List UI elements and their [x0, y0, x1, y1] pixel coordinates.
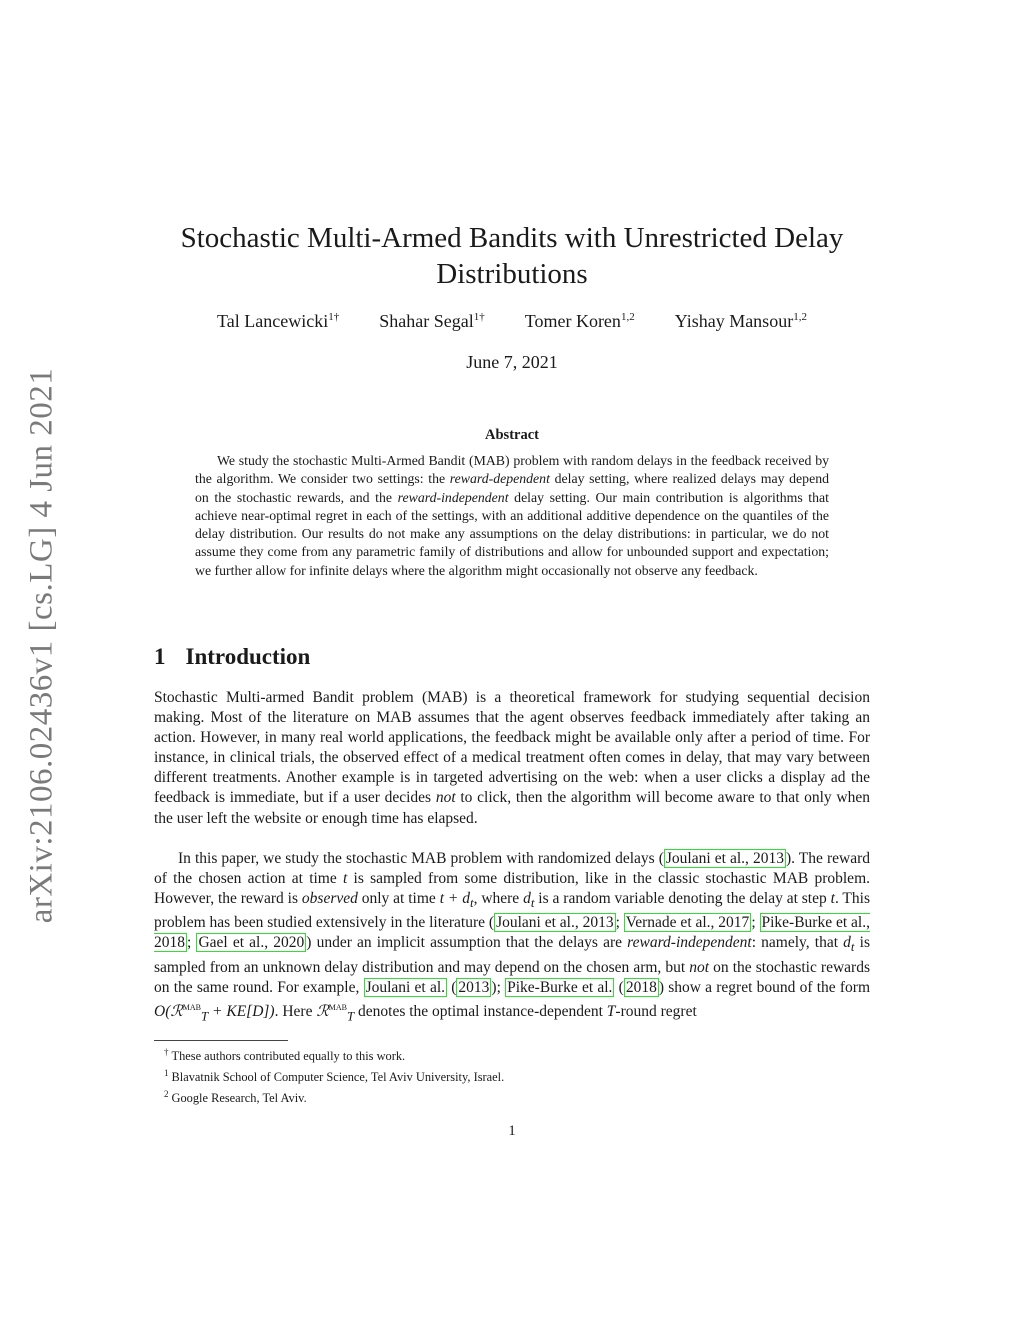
citation-link[interactable]: 2013 — [458, 978, 490, 996]
footnote: $^1$ Blavatnik School of Computer Science, Tel Aviv University, Israel. — [164, 1067, 505, 1085]
page-number: 1 — [508, 1123, 516, 1139]
citation-link[interactable]: 2018 — [625, 978, 657, 996]
paper-title: Stochastic Multi-Armed Bandits with Unrestricted Delay Distributions — [180, 222, 844, 290]
paper-date: June 7, 2021 — [466, 352, 558, 372]
citation-link[interactable]: Pike-Burke et al., 2018 — [154, 914, 870, 952]
footnote-rule — [154, 1040, 288, 1041]
abstract-body: We study the stochastic Multi-Armed Bandit (MAB) problem with random delays in the feedback received by the algorithm. We consider two settings: the reward-dependent delay setting, where realized delays may depend on the stochastic rewards, and the reward-independent delay setting. Our main contribution is algorithms that achieve near-optimal regret in each of the settings, with an additional additive dependence on the quantiles of the delay distribution. Our results do not make any assumptions on the delay distributions: in particular, we do not assume they come from any parametric family of distributions and allow for unbounded support and expectation; we further allow for infinite delays where the algorithm might occasionally not observe any feedback. — [195, 453, 829, 578]
section-number: 1 — [154, 644, 166, 669]
citation-link[interactable]: Joulani et al., 2013 — [665, 850, 784, 867]
footnotes — [164, 1044, 764, 1107]
section-heading — [154, 644, 310, 670]
author: Tomer Koren$^{1,2}$ — [524, 311, 635, 331]
author: Shahar Segal$^{1\dagger}$ — [379, 311, 485, 331]
arxiv-stamp-text: arXiv:2106.02436v1 [cs.LG] 4 Jun 2021 — [23, 367, 60, 923]
author-list — [150, 311, 874, 332]
author: Tal Lancewicki$^{1\dagger}$ — [217, 311, 340, 331]
section-title: Introduction — [185, 644, 311, 669]
citation-link[interactable]: Joulani et al. — [365, 978, 446, 996]
abstract-heading: Abstract — [485, 427, 539, 443]
footnote: $^2$ Google Research, Tel Aviv. — [164, 1088, 307, 1105]
citation-link[interactable]: Joulani et al., 2013 — [496, 914, 614, 932]
citation-link[interactable]: Gael et al., 2020 — [198, 934, 305, 952]
intro-paragraph-2: In this paper, we study the stochastic MAB problem with randomized delays ( Joulani et al., 2013 ). The reward of the chosen action at time t is sampled from some distribution, like in the classic stochastic MAB problem. However, the reward is observed only at time $t + d_t$, where $d_t$ is a random variable denoting the delay at step t. This problem has been studied extensively in the literature ( Joulani et al., 2013 ; Vernade et al., 2017 ; Pike-Burke et al., 2018 ; Gael et al., 2020 ) under an implicit assumption that the delays are reward-independent: namely, that $d_t$ is sampled from an unknown delay distribution and may depend on the chosen arm, but not on the stochastic rewards on the same round. For example, Joulani et al. ( 2013 ); Pike-Burke et al. ( 2018 ) show a regret bound of the form O(ℛ$^{MAB}_T$ + KE[D]). Here ℛ$^{MAB}_T$ denotes the optimal instance-dependent T-round regret — [154, 850, 870, 1024]
citation-link[interactable]: Vernade et al., 2017 — [625, 914, 750, 932]
citation-link[interactable]: Pike-Burke et al. — [507, 978, 613, 996]
footnote: † These authors contributed equally to this work. — [164, 1047, 406, 1064]
intro-paragraph-1: Stochastic Multi-armed Bandit problem (MAB) is a theoretical framework for studying sequential decision making. Most of the literature on MAB assumes that the agent observes feedback immediately after taking an action. However, in many real world applications, the feedback might be available only after a period of time. For instance, in clinical trials, the observed effect of a medical treatment often comes in delay, that may vary between different treatments. Another example is in targeted advertising on the web: when a user clicks a display ad the feedback is immediate, but if a user decides not to click, then the algorithm will become aware to that only when the user left the website or enough time has elapsed. — [154, 689, 870, 827]
arxiv-stamp — [18, 360, 66, 930]
author: Yishay Mansour$^{1,2}$ — [674, 311, 807, 331]
